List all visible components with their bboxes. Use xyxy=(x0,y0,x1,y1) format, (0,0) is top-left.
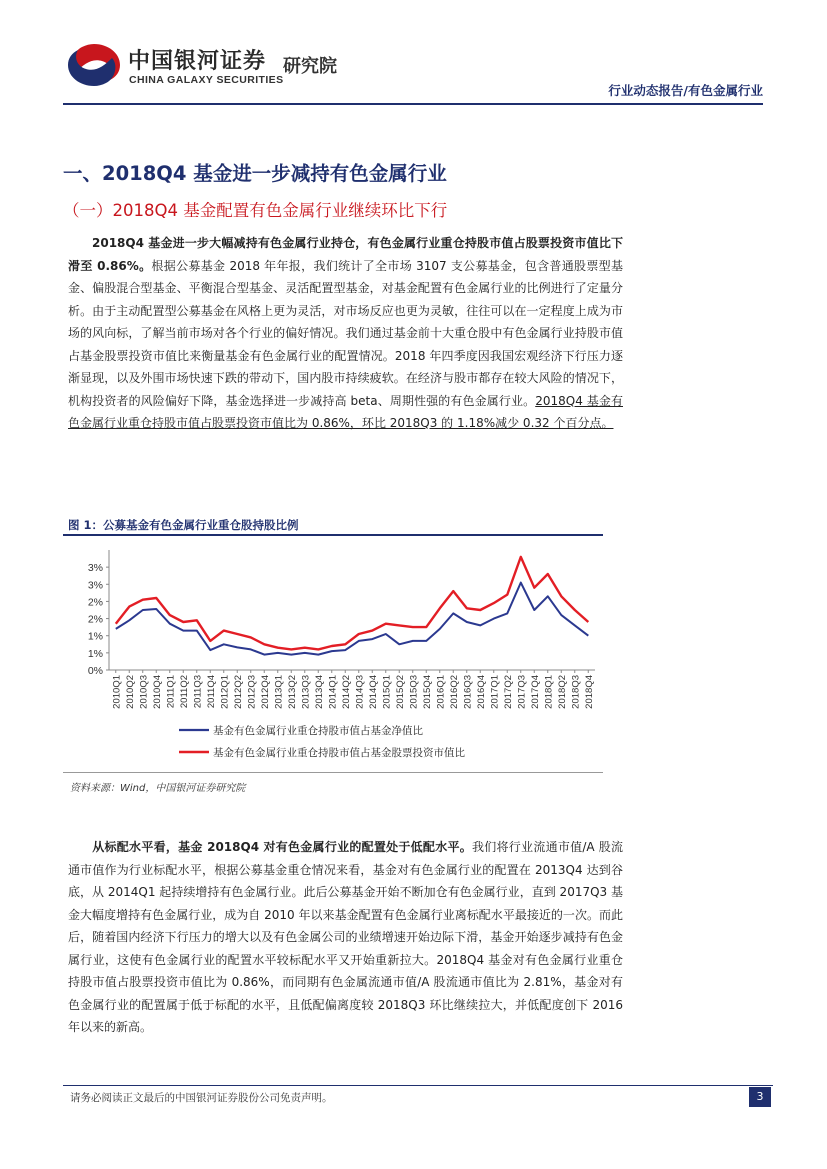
x-tick-label: 2012Q1 xyxy=(219,675,231,709)
paragraph-fund-holdings xyxy=(68,232,623,435)
x-tick-label: 2013Q1 xyxy=(273,675,285,709)
x-tick-label: 2013Q2 xyxy=(286,675,298,709)
x-tick-label: 2010Q1 xyxy=(111,675,123,709)
logo-company-name: 中国银河证券 xyxy=(128,49,267,74)
x-tick-label: 2016Q3 xyxy=(462,675,474,709)
x-tick-label: 2018Q3 xyxy=(570,675,582,709)
x-tick-label: 2011Q1 xyxy=(165,675,177,709)
y-tick-label: 1% xyxy=(87,630,103,643)
series-line-2 xyxy=(116,557,589,650)
paragraph-body: 根据公募基金 2018 年年报，我们统计了全市场 3107 支公募基金，包含普通股票型基金、偏股混合型基金、平衡混合型基金、灵活配置型基金，对基金配置有色金属行业的比例进行了定量分析。由于主动配置型公募基金在风格上更为灵活，对市场反应也更为灵敏，往往可以在一定程度上成为市场的风向标，了解当前市场对各个行业的偏好情况。我们通过基金前十大重仓股中有色金属行业持股市值占基金股票投资市值比来衡量基金有色金属行业的配置情况。2018 年四季度因我国宏观经济下行压力逐渐显现，以及外围市场快速下跌的带动下，国内股市持续疲软。在经济与股市都存在较大风险的情况下，机构投资者的风险偏好下降，基金选择进一步减持高 beta、周期性强的有色金属行业。 xyxy=(68,258,623,408)
page-number: 3 xyxy=(749,1087,771,1107)
figure-bottom-divider xyxy=(63,772,603,773)
x-tick-label: 2011Q3 xyxy=(192,675,204,709)
section-title: 一、2018Q4 基金进一步减持有色金属行业 xyxy=(63,162,447,185)
x-tick-label: 2015Q1 xyxy=(381,675,393,709)
x-tick-label: 2017Q1 xyxy=(489,675,501,709)
series-line-1 xyxy=(116,583,589,655)
x-tick-label: 2012Q2 xyxy=(232,675,244,709)
y-tick-label: 0% xyxy=(87,665,103,677)
x-tick-label: 2010Q2 xyxy=(124,675,136,709)
header-divider xyxy=(63,103,763,105)
x-tick-label: 2010Q3 xyxy=(138,675,150,709)
y-tick-label: 1% xyxy=(87,647,103,660)
x-tick-label: 2018Q1 xyxy=(543,675,555,709)
y-tick-label: 2% xyxy=(87,596,103,609)
x-tick-label: 2012Q4 xyxy=(259,675,271,709)
legend-label-2: 基金有色金属行业重仓持股市值占基金股票投资市值比 xyxy=(213,747,465,759)
x-tick-label: 2016Q2 xyxy=(448,675,460,709)
x-tick-label: 2017Q2 xyxy=(502,675,514,709)
x-tick-label: 2017Q3 xyxy=(516,675,528,709)
paragraph-body: 我们将行业流通市值/A 股流通市值作为行业标配水平，根据公募基金重仓情况来看，基金对有色金属行业的配置在 2013Q4 达到谷底，从 2014Q1 起持续增持有色金属行业。此后公募基金开始不断加仓有色金属行业，直到 2017Q3 基金大幅度增持有色金属行业，成为自 2010 年以来基金配置有色金属行业离标配水平最接近的一次。而此后，随着国内经济下行压力的增大以及有色金属公司的业绩增速开始边际下滑，基金开始逐步减持有色金属行业，这使有色金属行业的配置水平较标配水平又开始重新拉大。2018Q4 基金对有色金属行业重仓持股市值占股票投资市值比为 0.86%，而同期有色金属流通市值/A 股流通市值比为 2.81%，基金对有色金属行业的配置属于低于标配的水平，且低配偏离度较 2018Q3 环比继续拉大，并低配度创下 2016 年以来的新高。 xyxy=(68,840,623,1034)
x-tick-label: 2016Q4 xyxy=(475,675,487,709)
paragraph-benchmark-allocation xyxy=(68,836,623,1039)
x-tick-label: 2014Q2 xyxy=(340,675,352,709)
paragraph-lead-bold: 从标配水平看，基金 2018Q4 对有色金属行业的配置处于低配水平。 xyxy=(92,840,472,854)
x-tick-label: 2015Q2 xyxy=(394,675,406,709)
x-tick-label: 2018Q4 xyxy=(583,675,595,709)
logo-institute-name: 研究院 xyxy=(283,56,337,77)
company-logo-icon xyxy=(66,42,122,88)
x-tick-label: 2014Q3 xyxy=(354,675,366,709)
figure-top-divider xyxy=(63,534,603,536)
x-tick-label: 2015Q3 xyxy=(408,675,420,709)
fund-holdings-line-chart xyxy=(63,540,603,772)
subsection-title: （一）2018Q4 基金配置有色金属行业继续环比下行 xyxy=(63,201,448,220)
x-tick-label: 2012Q3 xyxy=(246,675,258,709)
x-tick-label: 2013Q3 xyxy=(300,675,312,709)
x-tick-label: 2014Q4 xyxy=(367,675,379,709)
paragraph-lead-bold: 2018Q4 基金进一步大幅减持有色金属行业持仓，有色金属行业重仓持股市值占股票投资市值比下滑至 0.86%。 xyxy=(68,236,623,273)
y-tick-label: 2% xyxy=(87,613,103,626)
logo-english-name: CHINA GALAXY SECURITIES xyxy=(129,74,284,86)
figure-title: 图 1：公募基金有色金属行业重仓股持股比例 xyxy=(68,518,299,532)
x-tick-label: 2015Q4 xyxy=(421,675,433,709)
x-tick-label: 2018Q2 xyxy=(556,675,568,709)
legend-label-1: 基金有色金属行业重仓持股市值占基金净值比 xyxy=(213,725,423,737)
figure-source-note: 资料来源：Wind，中国银河证券研究院 xyxy=(70,783,246,794)
footer-divider xyxy=(63,1085,773,1086)
paragraph-underlined-conclusion: 2018Q4 基金有色金属行业重仓持股市值占股票投资市值比为 0.86%，环比 2018Q3 的 1.18%减少 0.32 个百分点。 xyxy=(68,393,623,430)
x-tick-label: 2014Q1 xyxy=(327,675,339,709)
x-tick-label: 2011Q2 xyxy=(178,675,190,709)
report-category-tag: 行业动态报告/有色金属行业 xyxy=(608,83,763,98)
x-tick-label: 2013Q4 xyxy=(313,675,325,709)
y-tick-label: 3% xyxy=(87,579,103,592)
x-tick-label: 2016Q1 xyxy=(435,675,447,709)
x-tick-label: 2010Q4 xyxy=(151,675,163,709)
x-tick-label: 2011Q4 xyxy=(205,675,217,709)
y-tick-label: 3% xyxy=(87,562,103,575)
footer-disclaimer: 请务必阅读正文最后的中国银河证券股份公司免责声明。 xyxy=(70,1092,333,1104)
x-tick-label: 2017Q4 xyxy=(529,675,541,709)
